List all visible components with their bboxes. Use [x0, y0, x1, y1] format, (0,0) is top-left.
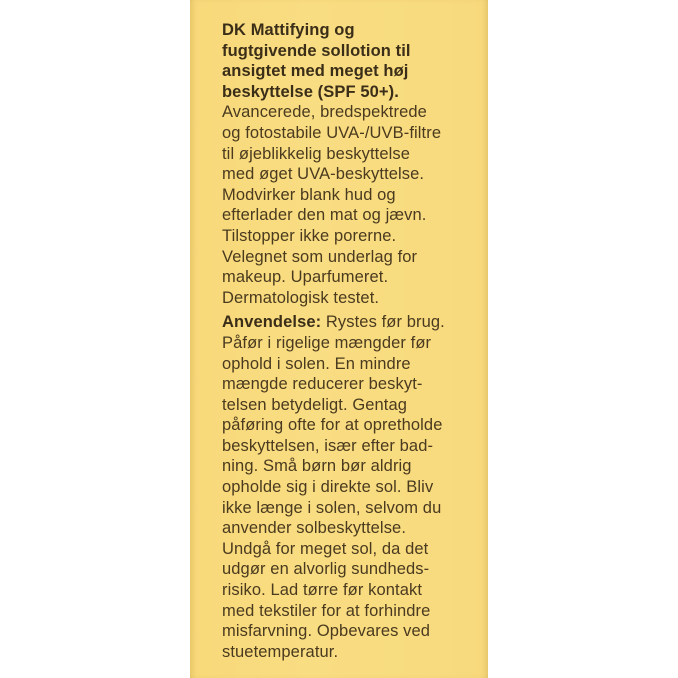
title-line: DK Mattifying og: [222, 21, 355, 39]
description-line: med øget UVA-beskyttelse.: [222, 165, 425, 184]
usage-first-line: [222, 312, 484, 333]
usage-line: ikke længe i solen, selvom du: [222, 498, 442, 517]
usage-line: påføring ofte for at opretholde: [222, 416, 443, 435]
usage-line: ophold i solen. En mindre: [222, 354, 411, 373]
title-line: beskyttelse (SPF 50+).: [222, 82, 399, 101]
description-line: Dermatologisk testet.: [222, 288, 380, 307]
usage-line: stuetemperatur.: [222, 642, 339, 661]
usage-line: telsen betydeligt. Gentag: [222, 395, 408, 414]
usage-label: Anvendelse:: [222, 313, 322, 332]
usage-first-line-text: Rystes før brug.: [321, 313, 445, 332]
usage-line: med tekstiler for at forhindre: [222, 601, 431, 620]
description-line: Velegnet som underlag for: [222, 247, 418, 266]
title-line: fugtgivende sollotion til: [222, 41, 411, 60]
title-line: ansigtet med meget høj: [222, 62, 409, 81]
usage-line: risiko. Lad tørre før kontakt: [222, 581, 423, 600]
description-line: Tilstopper ikke porerne.: [222, 226, 397, 245]
description-line: Avancerede, bredspektrede: [222, 103, 427, 122]
product-text: [222, 20, 484, 662]
usage-line: Undgå for meget sol, da det: [222, 539, 429, 558]
usage-line: anvender solbeskyttelse.: [222, 519, 407, 538]
usage-line: Påfør i rigelige mængder før: [222, 333, 432, 352]
description-line: efterlader den mat og jævn.: [222, 206, 427, 225]
usage-line: opholde sig i direkte sol. Bliv: [222, 478, 434, 497]
usage-line: ning. Små børn bør aldrig: [222, 457, 412, 476]
description-line: til øjeblikkelig beskyttelse: [222, 144, 411, 163]
usage-line: udgør en alvorlig sundheds-: [222, 560, 430, 579]
usage-line: beskyttelsen, især efter bad-: [222, 436, 434, 455]
description-line: makeup. Uparfumeret.: [222, 268, 389, 287]
description-line: Modvirker blank hud og: [222, 185, 396, 204]
usage-line: misfarvning. Opbevares ved: [222, 622, 431, 641]
usage-line: mængde reducerer beskyt-: [222, 375, 423, 394]
description-line: og fotostabile UVA-/UVB-filtre: [222, 123, 442, 142]
